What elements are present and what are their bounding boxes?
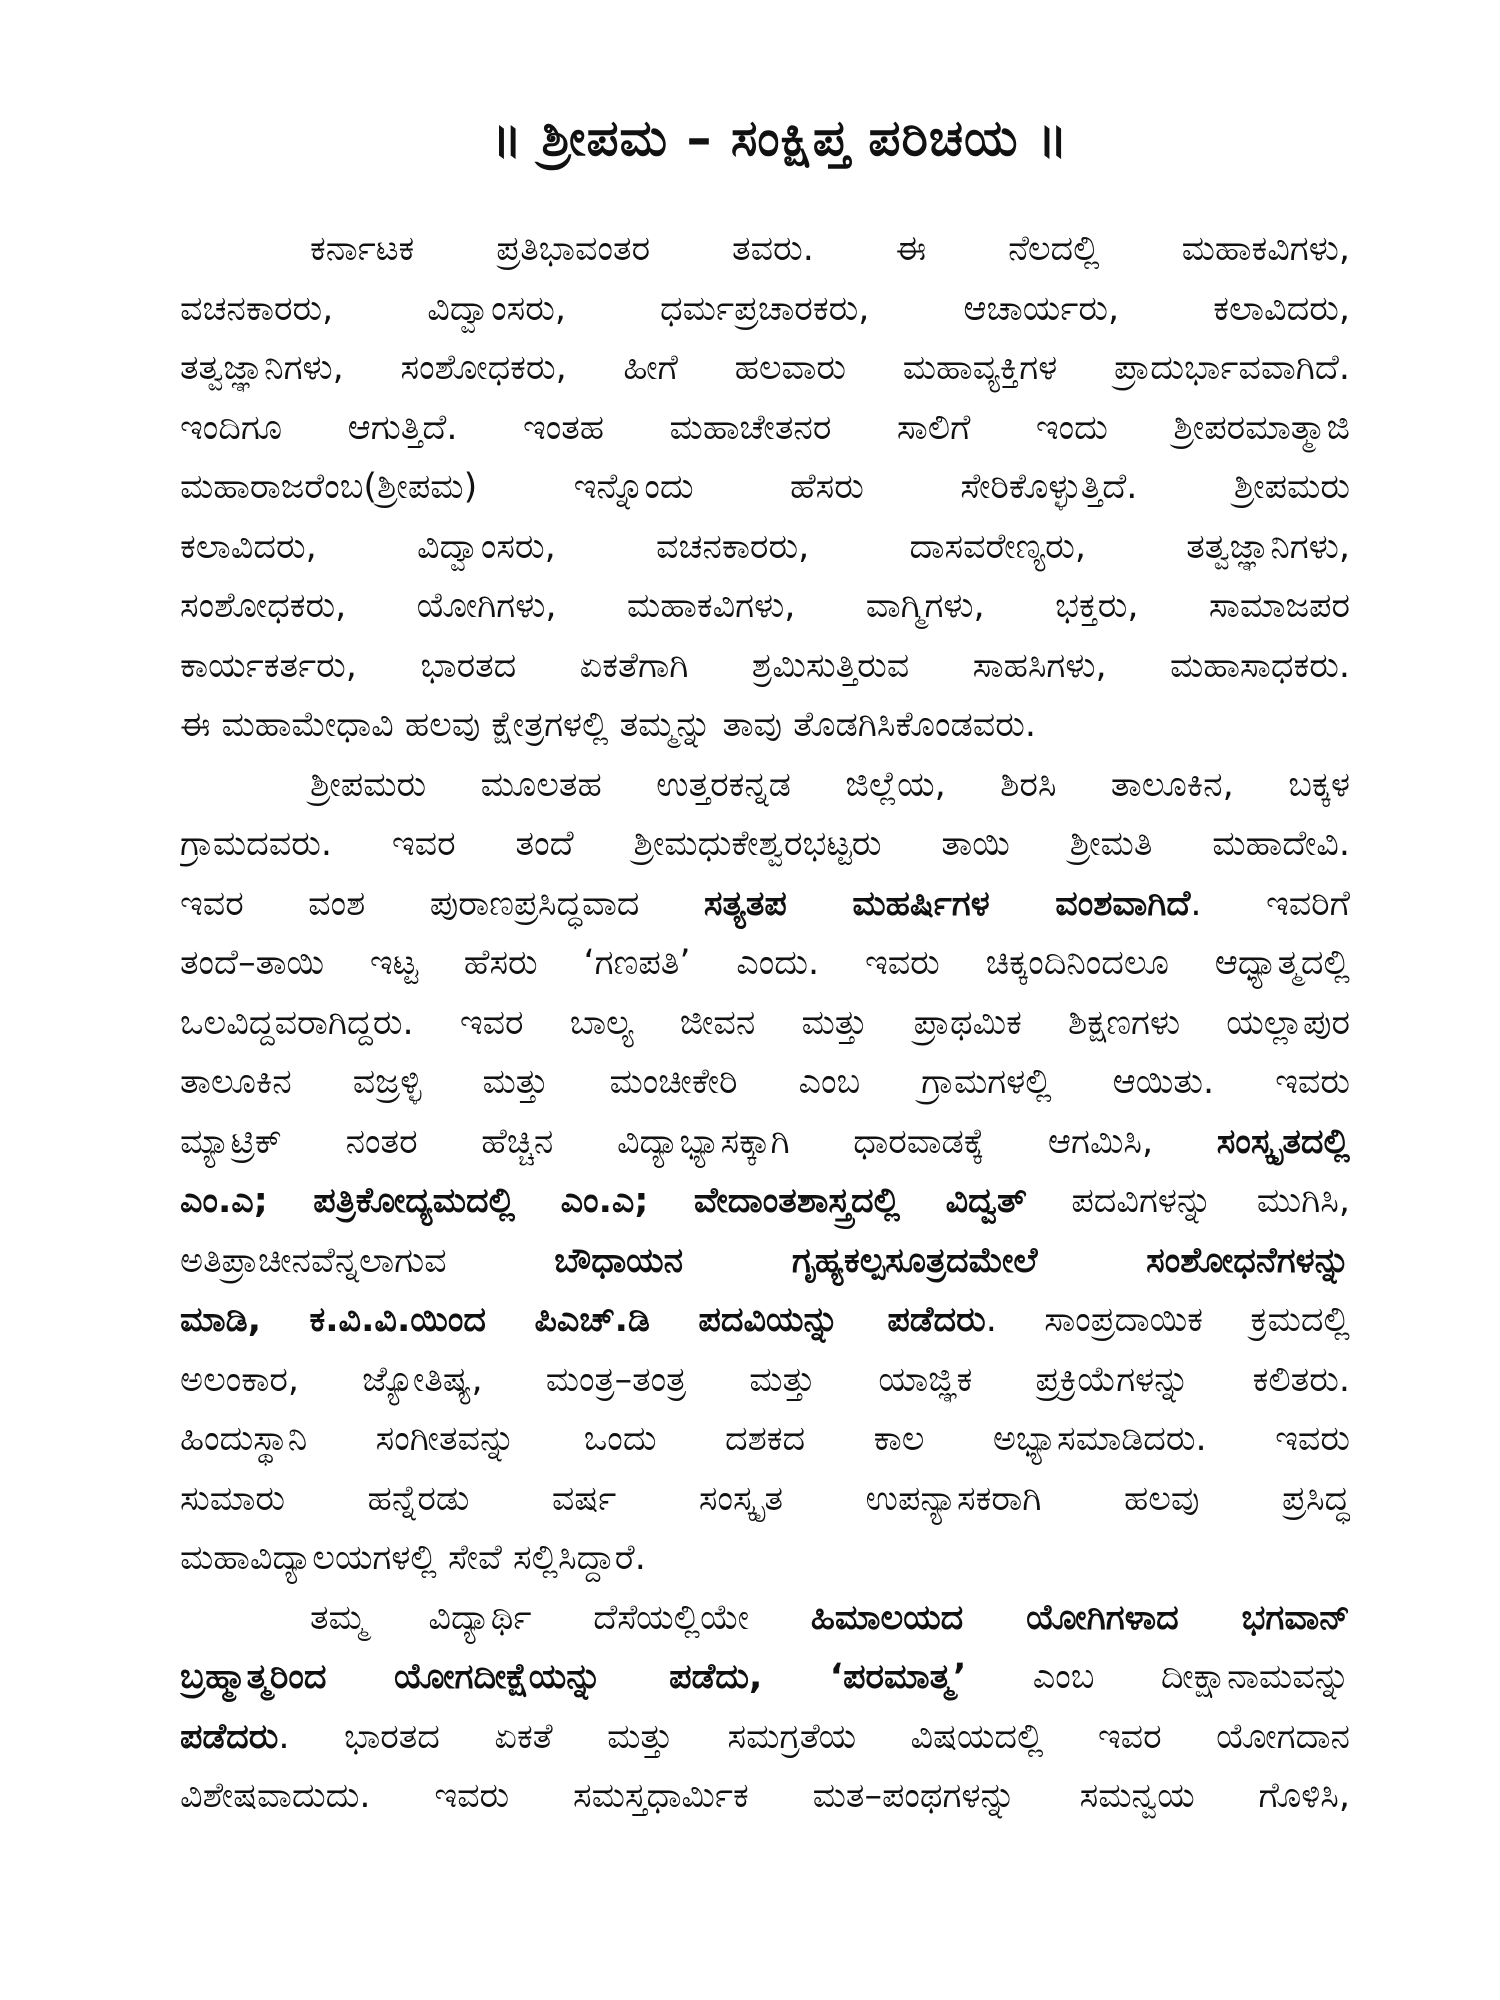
text-line [180,756,1350,816]
text-segment: . ಭಾರತದ ಏಕತೆ ಮತ್ತು ಸಮಗ್ರತೆಯ ವಿಷಯದಲ್ಲಿ ಇವರ ಯೋಗದಾನ [278,1716,1350,1757]
text-line [180,1529,1350,1589]
text-line [180,1351,1350,1411]
text-line [180,934,1350,994]
text-line [180,1410,1350,1470]
text-segment: ಸುಮಾರು ಹನ್ನೆರಡು ವರ್ಷ ಸಂಸ್ಕೃತ ಉಪನ್ಯಾಸಕರಾಗಿ ಹಲವು ಪ್ರಸಿದ್ಧ [180,1478,1350,1519]
text-segment: ಇಂದಿಗೂ ಆಗುತ್ತಿದೆ. ಇಂತಹ ಮಹಾಚೇತನರ ಸಾಲಿಗೆ ಇಂದು ಶ್ರೀಪರಮಾತ್ಮಾಜಿ [180,407,1350,448]
text-segment: . ಇವರಿಗೆ [1190,883,1350,924]
text-segment: ತಾಲೂಕಿನ ವಜ್ರಳ್ಳಿ ಮತ್ತು ಮಂಚೀಕೇರಿ ಎಂಬ ಗ್ರಾಮಗಳಲ್ಲಿ ಆಯಿತು. ಇವರು [180,1062,1350,1102]
text-segment: ಮಹಾರಾಜರೆಂಬ(ಶ್ರೀಪಮ) ಇನ್ನೊಂದು ಹೆಸರು ಸೇರಿಕೊಳ್ಳುತ್ತಿದೆ. ಶ್ರೀಪಮರು [180,467,1350,507]
text-segment: ಗ್ರಾಮದವರು. ಇವರ ತಂದೆ ಶ್ರೀಮಧುಕೇಶ್ವರಭಟ್ಟರು ತಾಯಿ ಶ್ರೀಮತಿ ಮಹಾದೇವಿ. [180,824,1350,864]
text-segment: ಸಂಶೋಧಕರು, ಯೋಗಿಗಳು, ಮಹಾಕವಿಗಳು, ವಾಗ್ಮಿಗಳು, ಭಕ್ತರು, ಸಾಮಾಜಪರ [180,586,1350,626]
text-segment: ತಂದೆ–ತಾಯಿ ಇಟ್ಟ ಹೆಸರು ‘ಗಣಪತಿ’ ಎಂದು. ಇವರು ಚಿಕ್ಕಂದಿನಿಂದಲೂ ಆಧ್ಯಾತ್ಮದಲ್ಲಿ [180,943,1350,983]
bold-text-segment: ಸತ್ಯತಪ ಮಹರ್ಷಿಗಳ ವಂಶವಾಗಿದೆ [703,883,1191,924]
text-line [180,637,1350,697]
text-line [180,1708,1350,1768]
text-segment: ವಚನಕಾರರು, ವಿದ್ವಾಂಸರು, ಧರ್ಮಪ್ರಚಾರಕರು, ಆಚಾರ್ಯರು, ಕಲಾವಿದರು, [180,288,1350,329]
text-line [180,1113,1350,1173]
text-segment: ಒಲವಿದ್ದವರಾಗಿದ್ದರು. ಇವರ ಬಾಲ್ಯ ಜೀವನ ಮತ್ತು ಪ್ರಾಥಮಿಕ ಶಿಕ್ಷಣಗಳು ಯಲ್ಲಾಪುರ [180,1002,1350,1043]
text-line [180,458,1350,518]
text-line [180,1648,1350,1708]
bold-text-segment: ಸಂಸ್ಕೃತದಲ್ಲಿ [1216,1121,1350,1162]
text-segment: ಎಂಬ ದೀಕ್ಷಾನಾಮವನ್ನು [966,1657,1350,1697]
bold-text-segment: ಎಂ.ಎ; ಪತ್ರಿಕೋದ್ಯಮದಲ್ಲಿ ಎಂ.ಎ; ವೇದಾಂತಶಾಸ್ತ್ರದಲ್ಲಿ ವಿದ್ವತ್ [180,1181,1027,1221]
text-segment: ಅತಿಪ್ರಾಚೀನವೆನ್ನಲಾಗುವ [180,1240,555,1281]
text-line [180,815,1350,875]
text-segment: . ಸಾಂಪ್ರದಾಯಿಕ ಕ್ರಮದಲ್ಲಿ [985,1300,1350,1340]
bold-text-segment: ಮಾಡಿ, ಕ.ವಿ.ವಿ.ಯಿಂದ ಪಿಎಚ್.ಡಿ ಪದವಿಯನ್ನು ಪಡೆದರು [180,1300,986,1340]
text-segment: ತಮ್ಮ ವಿದ್ಯಾರ್ಥಿ ದೆಸೆಯಲ್ಲಿಯೇ [310,1597,811,1638]
text-segment: ಕರ್ನಾಟಕ ಪ್ರತಿಭಾವಂತರ ತವರು. ಈ ನೆಲದಲ್ಲಿ ಮಹಾಕವಿಗಳು, [310,229,1350,269]
text-line [180,399,1350,459]
text-line [180,1291,1350,1351]
text-segment: ಇವರ ವಂಶ ಪುರಾಣಪ್ರಸಿದ್ಧವಾದ [180,883,704,924]
text-line [180,1232,1350,1292]
text-segment: ಮಹಾವಿದ್ಯಾಲಯಗಳಲ್ಲಿ ಸೇವೆ ಸಲ್ಲಿಸಿದ್ದಾರೆ. [180,1538,646,1578]
text-segment: ಕಾರ್ಯಕರ್ತರು, ಭಾರತದ ಏಕತೆಗಾಗಿ ಶ್ರಮಿಸುತ್ತಿರುವ ಸಾಹಸಿಗಳು, ಮಹಾಸಾಧಕರು. [180,645,1350,686]
text-line [180,518,1350,578]
text-line [180,1470,1350,1530]
text-segment: ವಿಶೇಷವಾದುದು. ಇವರು ಸಮಸ್ತಧಾರ್ಮಿಕ ಮತ–ಪಂಥಗಳನ್ನು ಸಮನ್ವಯ ಗೊಳಿಸಿ, [180,1776,1350,1816]
bold-text-segment: ಬೌಧಾಯನ ಗೃಹ್ಯಕಲ್ಪಸೂತ್ರದಮೇಲೆ ಸಂಶೋಧನೆಗಳನ್ನು [554,1240,1350,1281]
text-line [180,280,1350,340]
text-line [180,220,1350,280]
text-segment: ಅಲಂಕಾರ, ಜ್ಯೋತಿಷ್ಯ, ಮಂತ್ರ–ತಂತ್ರ ಮತ್ತು ಯಾಜ್ಞಿಕ ಪ್ರಕ್ರಿಯೆಗಳನ್ನು ಕಲಿತರು. [180,1359,1350,1400]
text-segment: ಹಿಂದುಸ್ಥಾನಿ ಸಂಗೀತವನ್ನು ಒಂದು ದಶಕದ ಕಾಲ ಅಭ್ಯಾಸಮಾಡಿದರು. ಇವರು [180,1419,1350,1459]
page-title: ॥ ಶ್ರೀಪಮ – ಸಂಕ್ಷಿಪ್ತ ಪರಿಚಯ ॥ [491,109,1069,167]
text-segment: ಕಲಾವಿದರು, ವಿದ್ವಾಂಸರು, ವಚನಕಾರರು, ದಾಸವರೇಣ್ಯರು, ತತ್ವಜ್ಞಾನಿಗಳು, [180,526,1350,567]
text-segment: ತತ್ವಜ್ಞಾನಿಗಳು, ಸಂಶೋಧಕರು, ಹೀಗೆ ಹಲವಾರು ಮಹಾವ್ಯಕ್ತಿಗಳ ಪ್ರಾದುರ್ಭಾವವಾಗಿದೆ. [180,348,1350,388]
text-line [180,1172,1350,1232]
text-segment: ಶ್ರೀಪಮರು ಮೂಲತಹ ಉತ್ತರಕನ್ನಡ ಜಿಲ್ಲೆಯ, ಶಿರಸಿ ತಾಲೂಕಿನ, ಬಕ್ಕಳ [310,764,1350,805]
text-line [180,1589,1350,1649]
text-line [180,875,1350,935]
text-line [180,577,1350,637]
text-line [180,696,1350,756]
text-segment: ಪದವಿಗಳನ್ನು ಮುಗಿಸಿ, [1026,1181,1350,1221]
bold-text-segment: ಹಿಮಾಲಯದ ಯೋಗಿಗಳಾದ ಭಗವಾನ್ [810,1597,1350,1638]
text-line [180,1767,1350,1827]
bold-text-segment: ಪಡೆದರು [180,1716,279,1757]
text-segment: ಈ ಮಹಾಮೇಧಾವಿ ಹಲವು ಕ್ಷೇತ್ರಗಳಲ್ಲಿ ತಮ್ಮನ್ನು ತಾವು ತೊಡಗಿಸಿಕೊಂಡವರು. [180,705,1037,745]
text-segment: ಮ್ಯಾಟ್ರಿಕ್ ನಂತರ ಹೆಚ್ಚಿನ ವಿದ್ಯಾಭ್ಯಾಸಕ್ಕಾಗಿ ಧಾರವಾಡಕ್ಕೆ ಆಗಮಿಸಿ, [180,1121,1217,1162]
bold-text-segment: ಬ್ರಹ್ಮಾತ್ಮರಿಂದ ಯೋಗದೀಕ್ಷೆಯನ್ನು ಪಡೆದು, ‘ಪರಮಾತ್ಮ’ [180,1657,967,1697]
body-text [180,220,1350,1827]
text-line [180,339,1350,399]
text-line [180,994,1350,1054]
text-line [180,1053,1350,1113]
